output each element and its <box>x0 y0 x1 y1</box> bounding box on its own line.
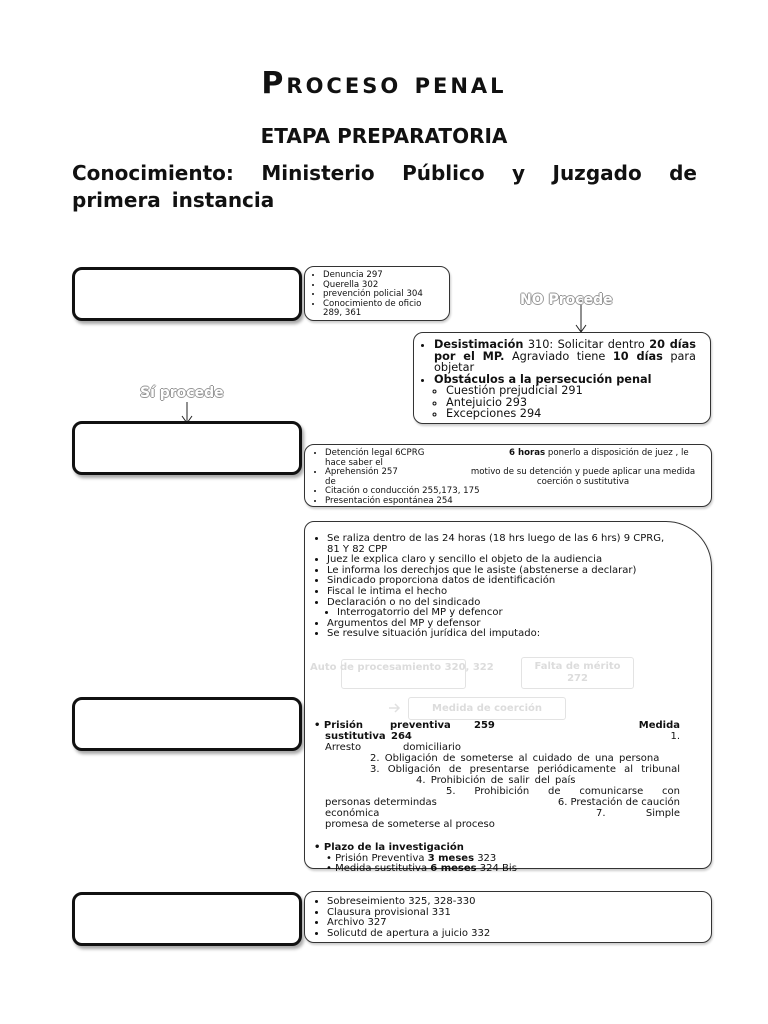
plazo-text: Medida sustitutiva <box>335 863 431 875</box>
plazo-article: 323 <box>474 852 497 864</box>
list-item: ◦ Cuestión prejudicial 291 <box>446 385 696 397</box>
list-item: • Archivo 327 <box>327 918 701 929</box>
list-item: • Conocimiento de oficio 289, 361 <box>323 300 443 319</box>
medida-number: 1. <box>670 731 680 742</box>
list-item-continuation: hace saber el <box>325 457 383 468</box>
medida-row-1 <box>314 743 680 754</box>
medida-text: económica <box>325 808 380 819</box>
stage-box-4 <box>72 892 302 946</box>
prision-label: Prisión <box>323 720 363 731</box>
medida-text: 6. Prestación de caución <box>557 797 680 808</box>
section-heading: Conocimiento: Ministerio Público y Juzgado de primera instancia <box>72 161 697 212</box>
detencion-box <box>304 444 712 507</box>
medida-row-4: 4. Prohibición de salir del país <box>416 775 576 786</box>
conclusion-box <box>304 891 712 943</box>
list-item: • Solicutd de apertura a juicio 332 <box>327 929 701 940</box>
obstaculos-label: Obstáculos a la persecución penal <box>434 372 652 386</box>
medida-row-5: 5. Prohibición de comunicarse con <box>446 786 680 797</box>
obstaculos-item <box>434 374 696 420</box>
medida-row-8: promesa de someterse al proceso <box>325 819 495 830</box>
no-procede-box <box>413 332 711 424</box>
preventiva-label: preventiva <box>390 720 451 731</box>
plazo-duration: 3 meses <box>427 852 475 864</box>
desistimacion-days2: 10 días <box>612 349 663 363</box>
plazo-article: 324 Bis <box>476 863 517 875</box>
medida-label: Medida <box>638 720 680 731</box>
sustitutiva-article: 264 <box>391 731 412 742</box>
page-title: Proceso penal <box>261 66 507 101</box>
plazo-section: • Plazo de la investigación • Prisión Preventiva 3 meses 323 • Medida sustitutiva 6 meses 324 Bis <box>314 843 680 875</box>
plazo-item: • Prisión Preventiva 3 meses 323 <box>326 852 497 864</box>
list-item: • Declaración o no del sindicado <box>327 598 679 609</box>
medida-row-7 <box>314 809 680 820</box>
motive-note: motivo de su detención y puede aplicar una medida coerción o sustitutiva <box>470 467 696 487</box>
ghost-arrow-icon <box>388 702 406 714</box>
list-item: ◦ Antejuicio 293 <box>446 397 696 409</box>
list-item: • Querella 302 <box>323 281 443 291</box>
list-item: • Juez le explica claro y sencillo el objeto de la audiencia <box>327 555 679 566</box>
plazo-item: • Medida sustitutiva 6 meses 324 Bis <box>326 863 517 875</box>
stage-box-1 <box>72 267 302 321</box>
plazo-label: Plazo de la investigación <box>323 842 464 853</box>
desistimacion-text2: Agraviado tiene <box>504 349 613 363</box>
no-procede-label: NO Procede <box>520 292 613 308</box>
plazo-text: Prisión Preventiva <box>335 852 428 864</box>
falta-merito-ghost: Falta de mérito 272 <box>521 657 634 689</box>
medida-text: personas determindas <box>325 797 437 808</box>
list-item: • Se raliza dentro de las 24 horas (18 hrs luego de las 6 hrs) 9 CPRG, 81 Y 82 CPP <box>327 534 679 555</box>
sustitutiva-label: sustitutiva <box>325 731 386 742</box>
desistimacion-item <box>434 339 696 374</box>
list-item: • Sindicado proporciona datos de identificación <box>327 576 679 587</box>
plazo-duration: 6 meses <box>430 863 477 875</box>
list-item: • Detención legal 6CPRG <box>325 449 440 459</box>
desistimacion-days: 20 días por el MP. <box>434 338 696 363</box>
medida-text: Arresto <box>325 742 362 753</box>
page-subtitle: ETAPA PREPARATORIA <box>260 124 508 148</box>
medida-row-3: 3. Obligación de presentarse periódicamente al tribunal <box>370 764 680 775</box>
desistimacion-text: 310: Solicitar dentro <box>523 338 650 351</box>
list-item-continuation: de <box>325 476 336 487</box>
auto-procesamiento-label: Auto de procesamiento 320, 322 <box>310 662 494 673</box>
list-item: • Citación o conducción 255,173, 175 <box>325 487 703 497</box>
prision-article: 259 <box>474 720 495 731</box>
list-item: • prevención policial 304 <box>323 290 443 300</box>
si-procede-label: Sí procede <box>140 385 224 401</box>
hours-value: 6 horas <box>509 448 546 458</box>
list-item: • Presentación espontánea 254 <box>325 497 703 507</box>
list-item: • Se resulve situación jurídica del imputado: <box>327 629 679 640</box>
list-item: ◦ Excepciones 294 <box>446 408 696 420</box>
desistimacion-text3: para objetar <box>434 349 696 374</box>
denuncia-box <box>304 266 450 321</box>
list-item: • Clausura provisional 331 <box>327 908 701 919</box>
list-item: • Sobreseimiento 325, 328-330 <box>327 897 701 908</box>
prision-row: • Prisión preventiva 259 Medida <box>314 720 680 731</box>
medida-row-2: 2. Obligación de someterse al cuidado de una persona <box>370 753 660 764</box>
list-item: • Argumentos del MP y defensor <box>327 619 679 630</box>
list-item: • Interrogatorrio del MP y defencor <box>337 608 679 619</box>
stage-box-2 <box>72 421 302 475</box>
hours-note <box>509 449 705 459</box>
stage-box-3 <box>72 697 302 751</box>
medida-text: domiciliario <box>403 742 461 753</box>
medida-coercion-ghost: Medida de coerción <box>408 697 566 720</box>
hours-text: ponerlo a disposición de juez , le <box>545 448 689 458</box>
desistimacion-label: Desistimación <box>434 338 524 351</box>
list-item: • Denuncia 297 <box>323 271 443 281</box>
list-item: • Fiscal le intima el hecho <box>327 587 679 598</box>
list-item: • Aprehensión 257 <box>325 468 440 478</box>
medidas-block <box>314 721 680 875</box>
medida-text: 7. Simple <box>596 808 680 819</box>
list-item: • Le informa los derechjos que le asiste (abstenerse a declarar) <box>327 566 679 577</box>
sustitutiva-row <box>314 732 680 743</box>
